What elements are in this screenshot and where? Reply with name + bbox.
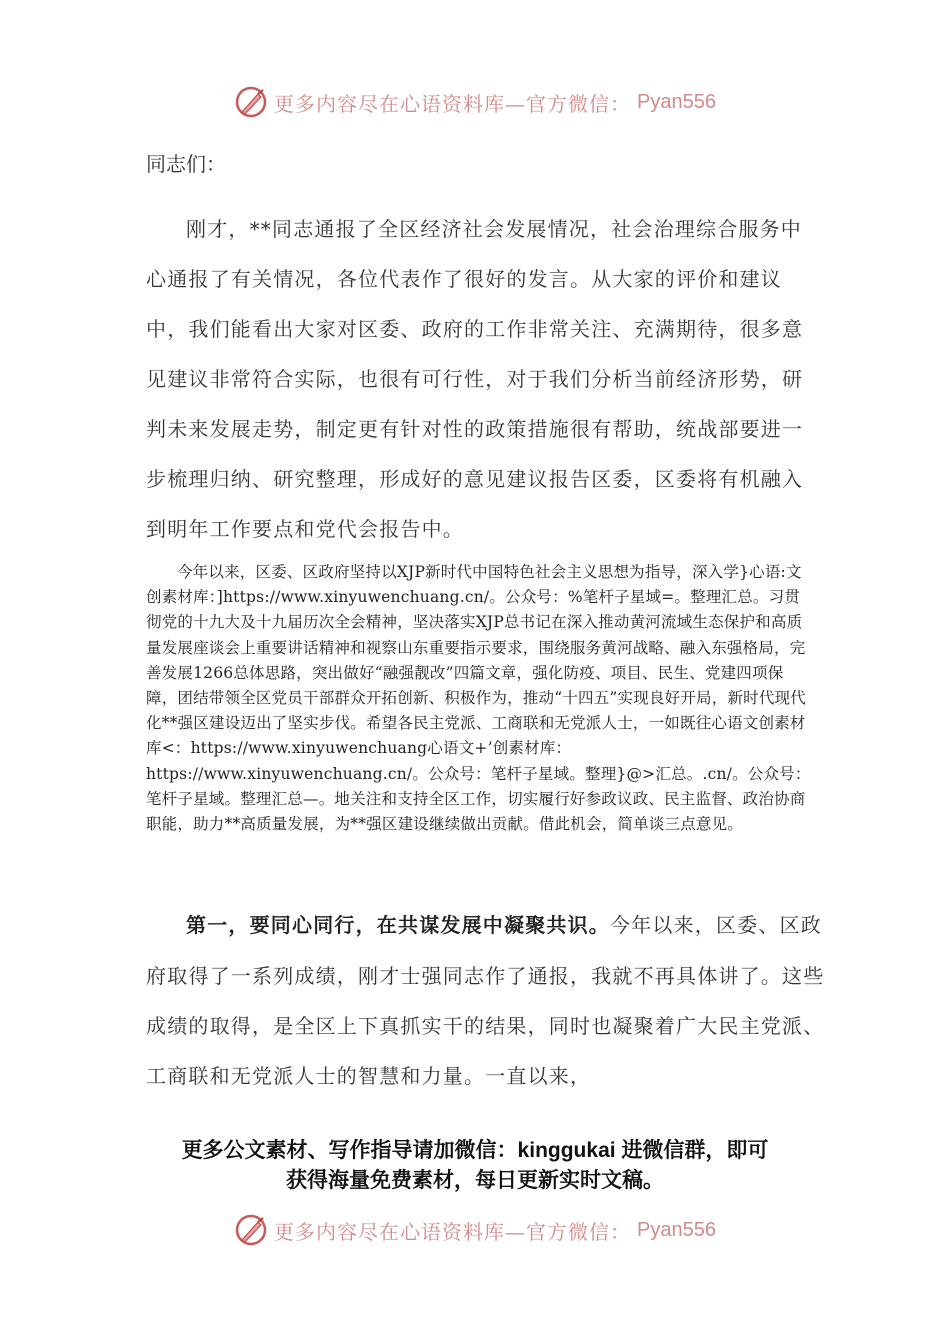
salutation: 同志们： xyxy=(146,152,226,176)
point-1-heading: 第一，要同心同行，在共谋发展中凝聚共识。 xyxy=(186,915,610,937)
quill-logo-icon xyxy=(234,1213,268,1247)
promo-line-1: 更多公文素材、写作指导请加微信：kinggukai 进微信群，即可 xyxy=(181,1139,769,1162)
promo-banner xyxy=(0,1136,950,1196)
point-1-body: 今年以来，区委、区政府取得了一系列成绩，刚才士强同志作了通报，我就不再具体讲了。这些成绩的取得，是全区上下真抓实干的结果，同时也凝聚着广大民主党派、工商联和无党派人士的智慧和力量。一直以来， xyxy=(146,913,825,1088)
watermark-text: 更多内容尽在心语资料库—官方微信： xyxy=(274,91,632,116)
body-paragraph-2: 今年以来，区委、区政府坚持以XJP新时代中国特色社会主义思想为指导，深入学}心语:文创素材库：]https://www.xinyuwenchuang.cn/。公众号：%笔杆子星域=。整理汇总。习贯彻党的十九大及十九届历次全会精神，坚决落实XJP总书记在深入推动黄河流域生态保护和高质量发展座谈会上重要讲话精神和视察山东重要指示要求，围绕服务黄河战略、融入东强格局，完善发展1266总体思路，突出做好“融强靓改”四篇文章，强化防疫、项目、民生、党建四项保障，团结带领全区党员干部群众开拓创新、积极作为，推动“十四五”实现良好开局，新时代现代化**强区建设迈出了坚实步伐。希望各民主党派、工商联和无党派人士，一如既往心语文创素材库<：https://www.xinyuwenchuang心语文+’创素材库：https://www.xinyuwenchuang.cn/。公众号：笔杆子星域。整理}@>汇总。.cn/。公众号：笔杆子星域。整理汇总—。地关注和支持全区工作，切实履行好参政议政、民主监督、政治协商职能，助力**高质量发展，为**强区建设继续做出贡献。借此机会，简单谈三点意见。 xyxy=(146,563,811,834)
header-watermark xyxy=(0,82,950,122)
watermark-wechat-id: Pyan556 xyxy=(637,90,716,113)
quill-logo-icon xyxy=(234,85,268,119)
body-paragraph-3 xyxy=(146,900,826,1101)
promo-line-2: 获得海量免费素材，每日更新实时文稿。 xyxy=(286,1169,664,1192)
footer-watermark xyxy=(0,1210,950,1250)
watermark-text: 更多内容尽在心语资料库—官方微信： xyxy=(274,1219,632,1244)
body-paragraph-1: 刚才，**同志通报了全区经济社会发展情况，社会治理综合服务中心通报了有关情况，各位代表作了很好的发言。从大家的评价和建议中，我们能看出大家对区委、政府的工作非常关注、充满期待，很多意见建议非常符合实际，也很有可行性，对于我们分析当前经济形势，研判未来发展走势，制定更有针对性的政策措施很有帮助，统战部要进一步梳理归纳、研究整理，形成好的意见建议报告区委，区委将有机融入到明年工作要点和党代会报告中。 xyxy=(146,217,804,541)
watermark-wechat-id: Pyan556 xyxy=(637,1218,716,1241)
